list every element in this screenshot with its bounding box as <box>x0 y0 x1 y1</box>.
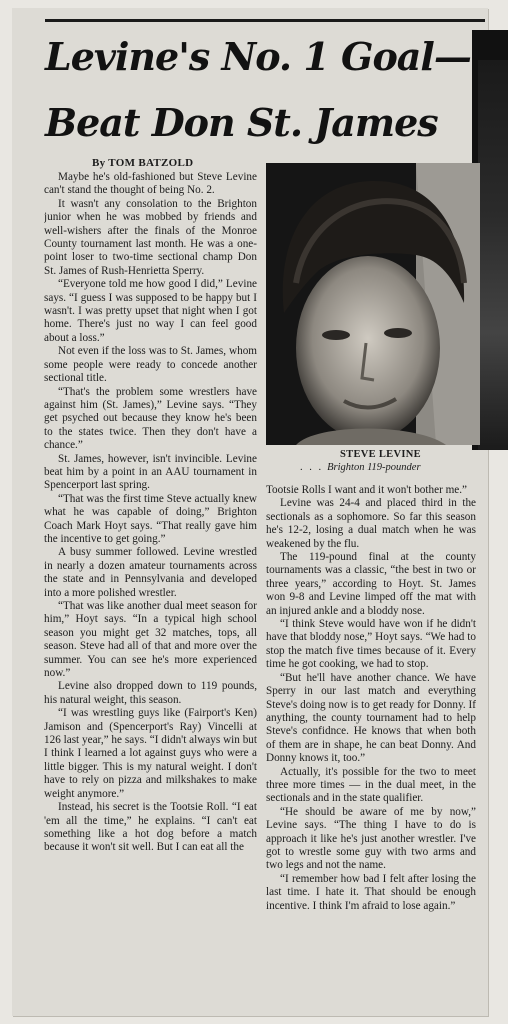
article-paragraph: “That was like another dual meet season for him,” Hoyt says. “In a typical high school season you might get 32 matches, tops, all season. Steve had all of that and more over the summer. You can see he's more experienced now.” <box>44 600 257 680</box>
article-paragraph: “That was the first time Steve actually knew what he was capable of doing,” Brighton Coach Mark Hoyt says. “That really gave him the incentive to get going.” <box>44 492 257 545</box>
article-column-1 <box>44 171 257 1011</box>
photo-caption-title <box>300 462 421 473</box>
adjacent-clipping-image <box>478 60 508 450</box>
article-paragraph: “He should be aware of me by now,” Levine says. “The thing I have to do is approach it like he's just another wrestler. I've got to wrestle some guy with two arms and two legs and not the name. <box>266 805 476 872</box>
headline-line-1: Levine's No. 1 Goal— <box>45 34 471 79</box>
headline-rule <box>45 19 485 22</box>
article-paragraph: Not even if the loss was to St. James, whom some people were ready to concede another sectional title. <box>44 345 257 385</box>
article-paragraph: “Everyone told me how good I did,” Levine says. “I guess I was supposed to be happy but I wasn't. I was pretty upset that night when I got home. There's just no way I can feel good about a loss.” <box>44 278 257 344</box>
article-paragraph: “I was wrestling guys like (Fairport's Ken) Jamison and (Spencerport's Ray) Vincelli at 126 last year,” he says. “I didn't always win but I think I learned a lot against guys who were a little bigger. This is my natural weight. I don't have to rely on pizza and milkshakes to make weight anymore.” <box>44 707 257 800</box>
article-column-2 <box>266 484 476 1014</box>
article-paragraph: St. James, however, isn't invincible. Levine beat him by a point in an AAU tournament in Spencerport last spring. <box>44 452 257 492</box>
article-paragraph: “That's the problem some wrestlers have against him (St. James),” Levine says. “They get psyched out because they know he's been to the states twice. Then they don't have a chance.” <box>44 385 257 452</box>
article-paragraph: Tootsie Rolls I want and it won't bother me.” <box>266 484 468 496</box>
article-paragraph: Levine was 24-4 and placed third in the sectionals as a sophomore. So far this season he's 12-2, losing a dual match when he was weakened by the flu. <box>266 497 476 550</box>
article-paragraph: “I think Steve would have won if he didn't have that bloddy nose,” Hoyt says. “We had to stop the match five times because of it. Every time he got cooking, we had to stop. <box>266 618 476 671</box>
article-paragraph: Maybe he's old-fashioned but Steve Levine can't stand the thought of being No. 2. <box>44 171 257 197</box>
article-paragraph: Instead, his secret is the Tootsie Roll. “I eat 'em all the time,” he explains. “I can't eat something like a hot dog before a match because it won't sit well. But I can eat all the <box>44 801 257 854</box>
article-paragraph: Levine also dropped down to 119 pounds, his natural weight, this season. <box>44 680 257 706</box>
article-paragraph: “But he'll have another chance. We have Sperry in our last match and everything Steve's doing now is to get ready for Donny. If anything, the county tournament had to help Steve's confidnce. He knows that when both of them are in shape, he can beat Donny. And Donny knows it, too.” <box>266 671 476 765</box>
article-paragraph: Actually, it's possible for the two to meet three more times — in the dual meet, in the sectionals and in the state qualifier. <box>266 765 476 805</box>
byline: By TOM BATZOLD <box>92 157 194 169</box>
photo-caption-name: STEVE LEVINE <box>340 449 421 460</box>
article-paragraph: It wasn't any consolation to the Brighton junior when he was mobbed by friends and well-wishers after the finals of the Monroe County tournament last month. He was a one-point loser to two-time sectional champ Don St. James of Rush-Henrietta Sperry. <box>44 197 257 277</box>
caption-title-text: Brighton 119-pounder <box>327 462 421 473</box>
caption-leader-dots: . . . <box>300 462 324 473</box>
article-paragraph: A busy summer followed. Levine wrestled in nearly a dozen amateur tournaments across the state and in Pennsylvania and developed into a more polished wrestler. <box>44 546 257 599</box>
article-paragraph: The 119-pound final at the county tournaments was a classic, “the best in two or three years,” according to Hoyt. St. James won 9-8 and Levine limped off the mat with an injured ankle and a bloddy nose. <box>266 551 476 617</box>
article-paragraph: “I remember how bad I felt after losing the last time. I hate it. That should be enough incentive. I think I'm afraid to lose again.” <box>266 872 476 912</box>
headline-line-2: Beat Don St. James <box>45 100 438 145</box>
portrait-photo <box>266 163 480 445</box>
